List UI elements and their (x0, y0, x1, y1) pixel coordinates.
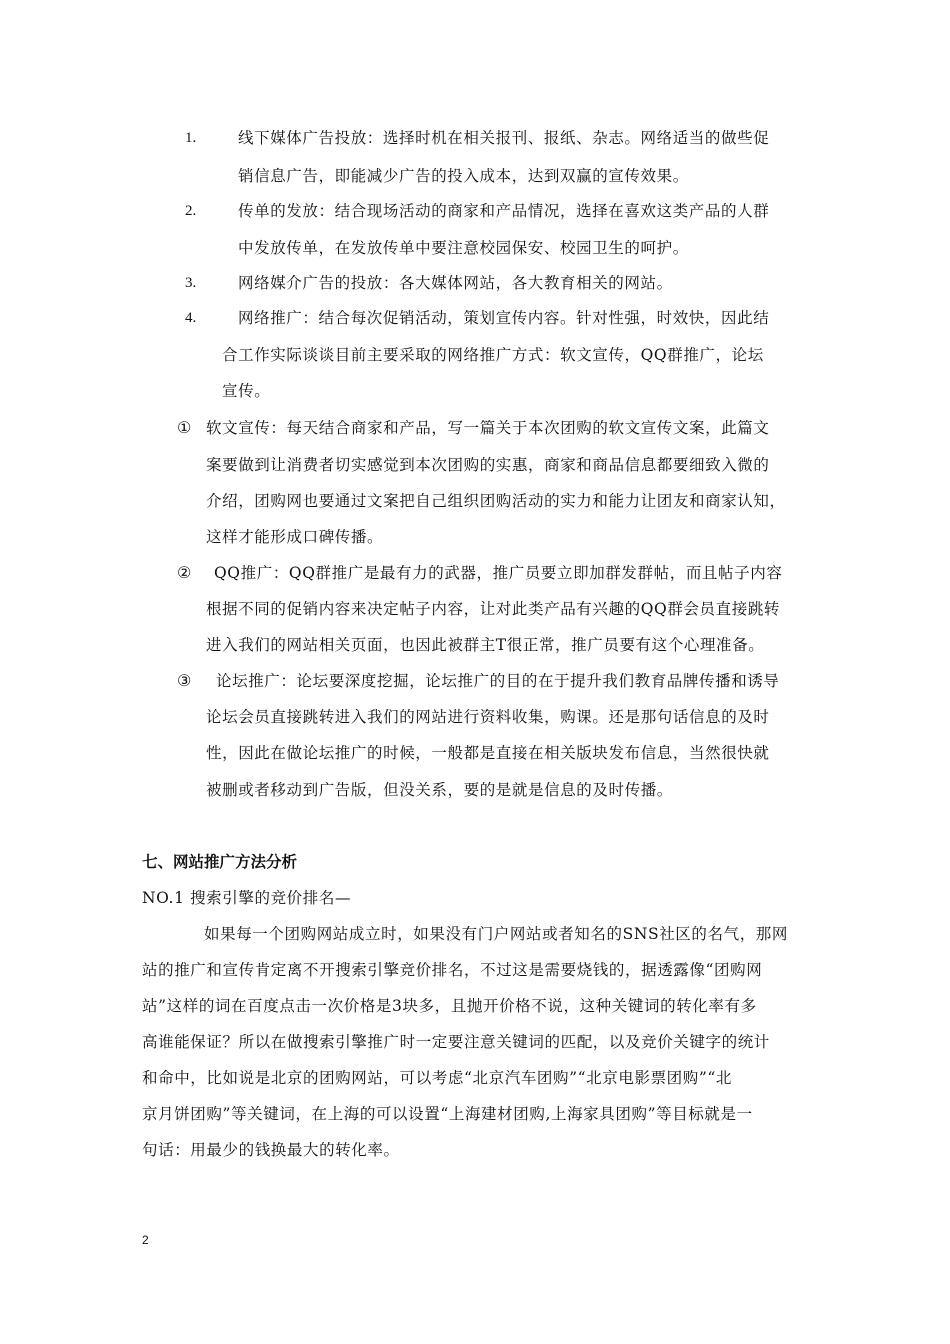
list-item-line: 传单的发放：结合现场活动的商家和产品情况，选择在喜欢这类产品的人群 (238, 202, 770, 220)
list-number: 2. (185, 203, 197, 219)
list-item-line: 线下媒体广告投放：选择时机在相关报刊、报纸、杂志。网络适当的做些促 (238, 129, 770, 147)
circled-number: ② (177, 563, 192, 582)
paragraph-line: 站”这样的词在百度点击一次价格是3块多，且抛开价格不说，这种关键词的转化率有多 (142, 997, 757, 1015)
circled-number: ③ (177, 671, 192, 690)
list-number: 4. (185, 310, 197, 326)
paragraph-line: 和命中，比如说是北京的团购网站，可以考虑“北京汽车团购”“北京电影票团购”“北 (142, 1069, 733, 1087)
list-number: 1. (185, 130, 197, 146)
list-item-line: 软文宣传：每天结合商家和产品，写一篇关于本次团购的软文宣传文案，此篇文 (206, 419, 770, 437)
list-item-line: 根据不同的促销内容来决定帖子内容，让对此类产品有兴趣的QQ群会员直接跳转 (206, 600, 781, 618)
list-item-line: 介绍，团购网也要通过文案把自己组织团购活动的实力和能力让团友和商家认知， (206, 492, 786, 510)
list-number: 3. (185, 275, 197, 291)
list-item-line: 被删或者移动到广告版，但没关系，要的是就是信息的及时传播。 (206, 781, 673, 799)
list-item-line: 性，因此在做论坛推广的时候，一般都是直接在相关版块发布信息，当然很快就 (206, 744, 770, 762)
section-subheading: NO.1 搜索引擎的竞价排名— (142, 889, 352, 907)
list-item-line: 进入我们的网站相关页面，也因此被群主T很正常，推广员要有这个心理准备。 (206, 636, 765, 654)
section-heading: 七、网站推广方法分析 (142, 853, 298, 871)
list-item-line: 销信息广告，即能减少广告的投入成本，达到双赢的宣传效果。 (238, 167, 689, 185)
paragraph-line: 高谁能保证？所以在做搜索引擎推广时一定要注意关键词的匹配，以及竞价关键字的统计 (142, 1033, 770, 1051)
list-item-line: 案要做到让消费者切实感觉到本次团购的实惠，商家和商品信息都要细致入微的 (206, 456, 770, 474)
paragraph-line: 站的推广和宣传肯定离不开搜索引擎竞价排名，不过这是需要烧钱的，据透露像“团购网 (142, 961, 763, 979)
list-item-line: 网络推广：结合每次促销活动，策划宣传内容。针对性强，时效快，因此结 (238, 309, 770, 327)
list-item-line: 这样才能形成口碑传播。 (206, 528, 384, 546)
list-item-line: 论坛会员直接跳转进入我们的网站进行资料收集，购课。还是那句话信息的及时 (206, 708, 770, 726)
paragraph-line: 句话：用最少的钱换最大的转化率。 (142, 1141, 400, 1159)
page-number: 2 (142, 1233, 149, 1247)
paragraph-line: 京月饼团购”等关键词，在上海的可以设置“上海建材团购,上海家具团购”等目标就是一 (142, 1105, 753, 1123)
list-item-line: 中发放传单，在发放传单中要注意校园保安、校园卫生的呵护。 (238, 239, 689, 257)
list-item-line: QQ推广：QQ群推广是最有力的武器，推广员要立即加群发群帖，而且帖子内容 (214, 564, 783, 582)
list-item-line: 合工作实际谈谈目前主要采取的网络推广方式：软文宣传，QQ群推广，论坛 (222, 346, 764, 364)
list-item-line: 论坛推广：论坛要深度挖掘，论坛推广的目的在于提升我们教育品牌传播和诱导 (216, 672, 780, 690)
list-item-line: 网络媒介广告的投放：各大媒体网站，各大教育相关的网站。 (238, 274, 673, 292)
list-item-line: 宣传。 (222, 382, 271, 400)
paragraph-line: 如果每一个团购网站成立时，如果没有门户网站或者知名的SNS社区的名气，那网 (204, 925, 789, 943)
circled-number: ① (177, 418, 192, 437)
